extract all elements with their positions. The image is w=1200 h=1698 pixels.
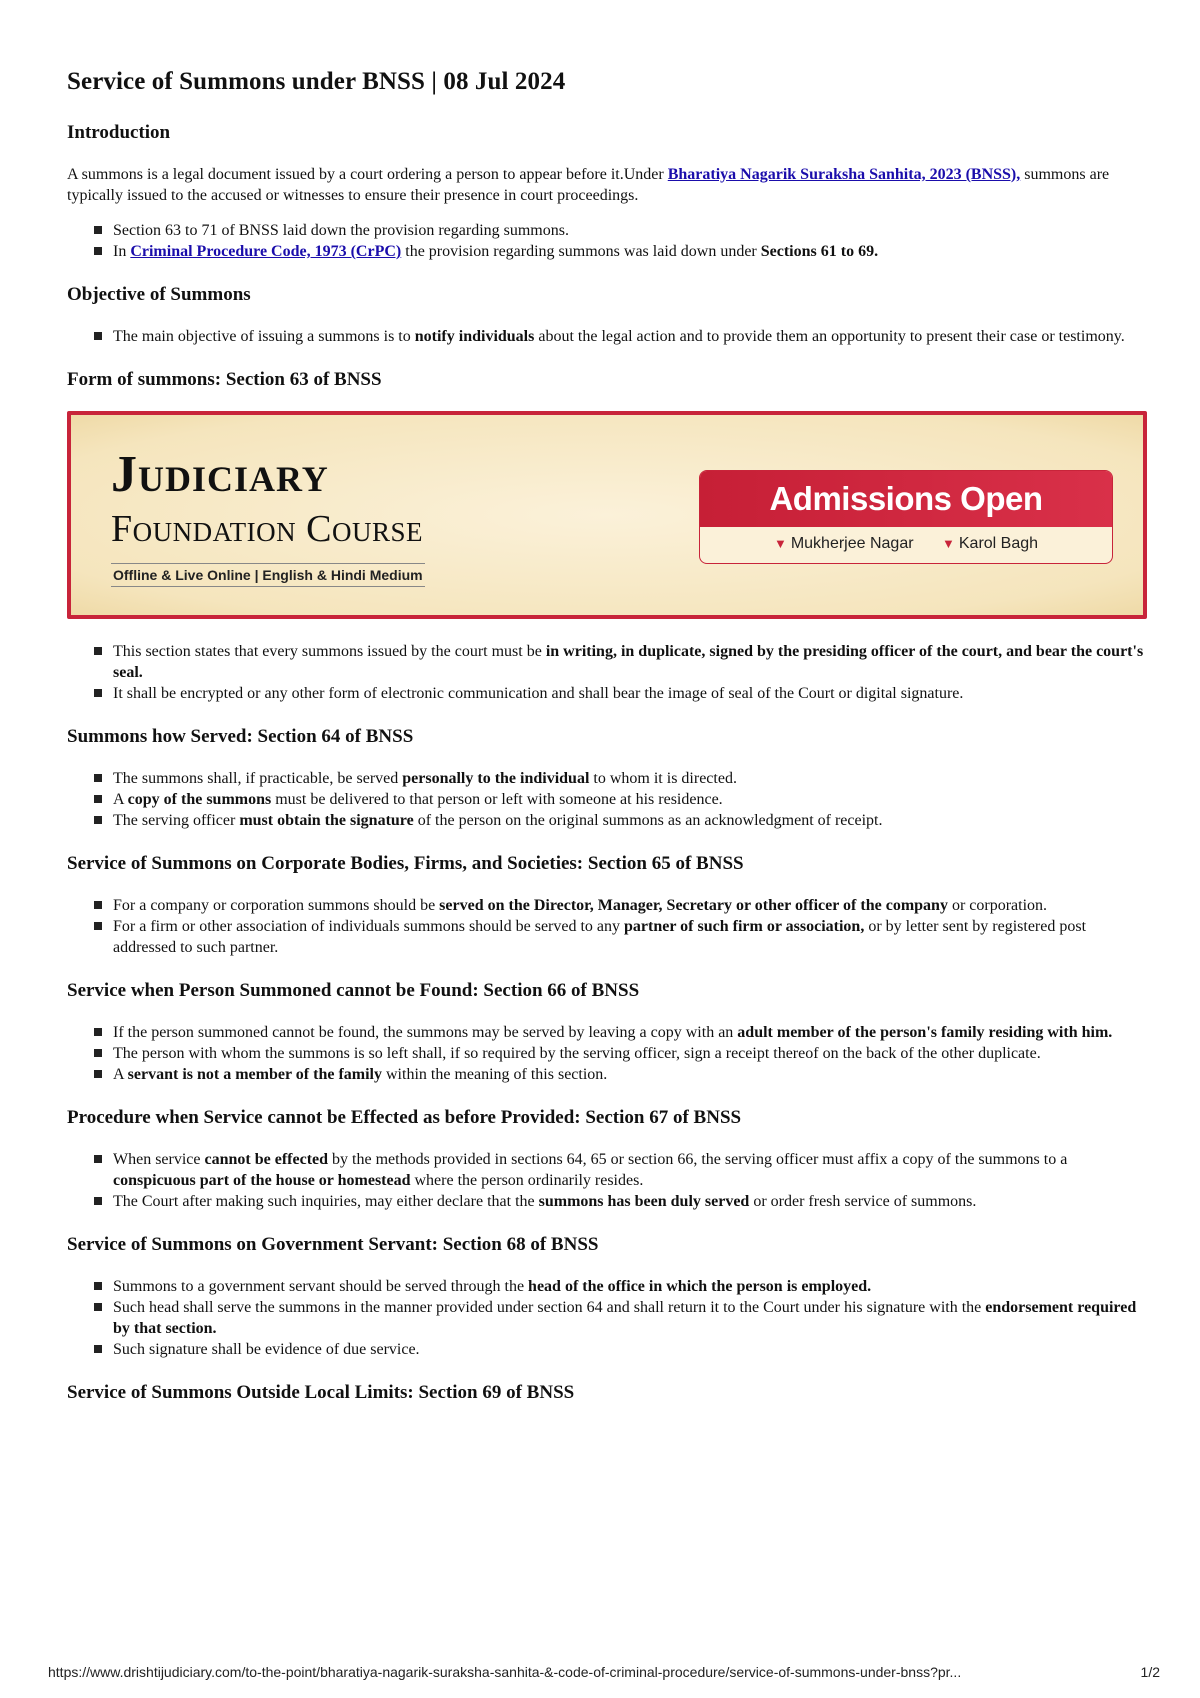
list-item-text: The Court after making such inquiries, may either declare that the: [113, 1193, 539, 1210]
list-item-text: or order fresh service of summons.: [749, 1193, 977, 1210]
heading-corporate: Service of Summons on Corporate Bodies, Firms, and Societies: Section 65 of BNSS: [67, 853, 744, 874]
list-item-text: The person with whom the summons is so left shall, if so required by the serving officer, sign a receipt thereof on the back of the other duplicate.: [113, 1045, 1041, 1062]
heading-how-served: Summons how Served: Section 64 of BNSS: [67, 726, 414, 747]
list-item-text: where the person ordinarily resides.: [410, 1172, 644, 1189]
list-item-text: or by letter sent by registered post addressed to such partner.: [113, 918, 1087, 956]
page-title: Service of Summons under BNSS | 08 Jul 2024: [67, 68, 566, 95]
bold-text: conspicuous part of the house or homestead: [113, 1172, 411, 1189]
heading-form: Form of summons: Section 63 of BNSS: [67, 369, 382, 390]
list-item: [113, 241, 1147, 262]
banner-tagline: Offline & Live Online | English & Hindi Medium: [111, 563, 425, 587]
bold-text: notify individuals: [414, 328, 535, 345]
heading-not-found: Service when Person Summoned cannot be Found: Section 66 of BNSS: [67, 980, 640, 1001]
bold-text: Sections 61 to 69.: [760, 243, 879, 260]
intro-list: [67, 220, 1147, 262]
location-label: Mukherjee Nagar: [790, 535, 914, 552]
bold-text: head of the office in which the person is employed.: [528, 1278, 872, 1295]
location-item: [774, 535, 914, 552]
form-list: [67, 641, 1147, 704]
list-item-text: If the person summoned cannot be found, the summons may be served by leaving a copy with an: [113, 1024, 738, 1041]
print-footer-url: https://www.drishtijudiciary.com/to-the-point/bharatiya-nagarik-suraksha-sanhita-&-code-of-criminal-procedure/service-of-summons-under-bnss?pr...: [48, 1664, 962, 1680]
objective-list: [67, 326, 1147, 347]
admissions-label: Admissions Open: [700, 471, 1112, 527]
intro-text: A summons is a legal document issued by a court ordering a person to appear before it.Under: [67, 166, 668, 183]
list-item: [113, 220, 1147, 241]
list-item: [113, 895, 1147, 916]
banner-subtitle: Foundation Course: [111, 508, 423, 550]
list-item-text: The summons shall, if practicable, be served: [113, 770, 403, 787]
not-found-list: [67, 1022, 1147, 1085]
not-effected-list: [67, 1149, 1147, 1212]
list-item-text: It shall be encrypted or any other form of electronic communication and shall bear the image of seal of the Court or digital signature.: [113, 685, 964, 702]
list-item: [113, 1043, 1147, 1064]
location-pin-icon: ▼: [942, 536, 955, 551]
list-item-text: Such head shall serve the summons in the manner provided under section 64 and shall return it to the Court under his signature with the: [113, 1299, 986, 1316]
list-item: [113, 810, 1147, 831]
list-item: [113, 683, 1147, 704]
list-item-text: must be delivered to that person or left with someone at his residence.: [271, 791, 723, 808]
list-item-text: or corporation.: [947, 897, 1048, 914]
intro-paragraph: [67, 164, 1147, 206]
list-item: [113, 1191, 1147, 1212]
bnss-link[interactable]: Bharatiya Nagarik Suraksha Sanhita, 2023 (BNSS),: [667, 166, 1021, 183]
list-item: [113, 1064, 1147, 1085]
location-pin-icon: ▼: [773, 536, 787, 551]
heading-outside: Service of Summons Outside Local Limits: Section 69 of BNSS: [67, 1382, 575, 1403]
list-item-text: to whom it is directed.: [589, 770, 737, 787]
list-item-text: In: [113, 243, 131, 260]
location-label: Karol Bagh: [958, 535, 1039, 552]
bold-text: adult member of the person's family residing with him.: [737, 1024, 1113, 1041]
list-item: [113, 1339, 1147, 1360]
bold-text: must obtain the signature: [239, 812, 414, 829]
list-item: [113, 789, 1147, 810]
location-item: [942, 535, 1038, 552]
bold-text: summons has been duly served: [538, 1193, 750, 1210]
page-number: 1/2: [1140, 1664, 1160, 1680]
list-item-text: Summons to a government servant should be served through the: [113, 1278, 529, 1295]
list-item: [113, 768, 1147, 789]
heading-govt: Service of Summons on Government Servant: Section 68 of BNSS: [67, 1234, 599, 1255]
banner-title: Judiciary: [111, 446, 329, 503]
list-item: [113, 916, 1147, 958]
locations: [700, 527, 1112, 563]
heading-objective: Objective of Summons: [67, 284, 251, 305]
govt-list: [67, 1276, 1147, 1360]
bold-text: partner of such firm or association,: [624, 918, 865, 935]
list-item-text: The serving officer: [113, 812, 240, 829]
course-ad-banner[interactable]: [67, 411, 1147, 619]
list-item-text: A: [113, 791, 128, 808]
list-item-text: the provision regarding summons was laid down under: [401, 243, 761, 260]
list-item-text: When service: [113, 1151, 205, 1168]
bold-text: endorsement required by that section.: [113, 1299, 1137, 1337]
bold-text: servant is not a member of the family: [127, 1066, 382, 1083]
list-item: [113, 1022, 1147, 1043]
list-item: [113, 1276, 1147, 1297]
list-item-text: A: [113, 1066, 128, 1083]
bold-text: personally to the individual: [402, 770, 590, 787]
list-item: [113, 1149, 1147, 1191]
list-item-text: within the meaning of this section.: [382, 1066, 608, 1083]
heading-not-effected: Procedure when Service cannot be Effected as before Provided: Section 67 of BNSS: [67, 1107, 742, 1128]
crpc-link[interactable]: Criminal Procedure Code, 1973 (CrPC): [130, 243, 402, 260]
bold-text: in writing, in duplicate, signed by the presiding officer of the court, and bear the court's seal.: [113, 643, 1144, 681]
list-item: [113, 326, 1147, 347]
list-item: [113, 1297, 1147, 1339]
list-item-text: Section 63 to 71 of BNSS laid down the provision regarding summons.: [113, 222, 569, 239]
list-item-text: For a firm or other association of individuals summons should be served to any: [113, 918, 625, 935]
article: [67, 64, 1147, 1424]
corporate-list: [67, 895, 1147, 958]
list-item: [113, 641, 1147, 683]
admissions-open-button[interactable]: [699, 470, 1113, 564]
heading-introduction: Introduction: [67, 122, 171, 143]
list-item-text: This section states that every summons issued by the court must be: [113, 643, 546, 660]
list-item-text: For a company or corporation summons should be: [113, 897, 440, 914]
bold-text: cannot be effected: [204, 1151, 329, 1168]
list-item-text: The main objective of issuing a summons is to: [113, 328, 415, 345]
how-served-list: [67, 768, 1147, 831]
list-item-text: of the person on the original summons as an acknowledgment of receipt.: [413, 812, 883, 829]
list-item-text: by the methods provided in sections 64, 65 or section 66, the serving officer must affix a copy of the summons to a: [328, 1151, 1068, 1168]
list-item-text: about the legal action and to provide them an opportunity to present their case or testimony.: [534, 328, 1125, 345]
bold-text: copy of the summons: [127, 791, 272, 808]
bold-text: served on the Director, Manager, Secretary or other officer of the company: [439, 897, 948, 914]
list-item-text: Such signature shall be evidence of due service.: [113, 1341, 420, 1358]
intro-text-after: summons are typically issued to the accused or witnesses to ensure their presence in court proceedings.: [67, 166, 1110, 204]
